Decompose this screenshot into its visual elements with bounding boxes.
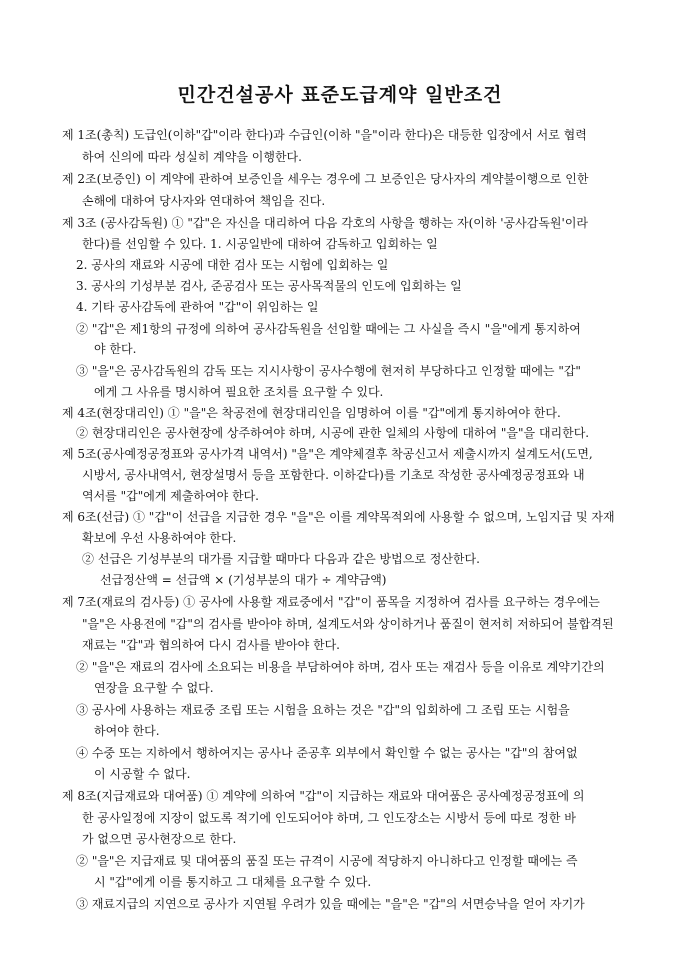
text-line: 에게 그 사유를 명시하여 필요한 조치를 요구할 수 있다. xyxy=(94,385,384,399)
text-line: 재료는 "갑"과 협의하여 다시 검사를 받아야 한다. xyxy=(82,638,340,652)
text-line: ③ 공사에 사용하는 재료중 조립 또는 시험을 요하는 것은 "갑"의 입회하에 그 조립 또는 시험을 xyxy=(76,703,570,717)
text-line: ③ "을"은 공사감독원의 감독 또는 지시사항이 공사수행에 현저히 부당하다고 인정할 때에는 "갑" xyxy=(76,364,581,378)
text-line: 하여야 한다. xyxy=(94,724,160,738)
text-line: "을"은 사용전에 "갑"의 검사를 받아야 하며, 설계도서와 상이하거나 품질이 현저히 저하되어 불합격된 xyxy=(82,617,614,631)
text-line: 제 3조 (공사감독원) ① "갑"은 자신을 대리하여 다음 각호의 사항을 행하는 자(이하 '공사감독원'이라 xyxy=(62,216,588,230)
text-line: 3. 공사의 기성부분 검사, 준공검사 또는 공사목적물의 인도에 입회하는 일 xyxy=(76,279,462,293)
text-line: ④ 수중 또는 지하에서 행하여지는 공사나 준공후 외부에서 확인할 수 없는 공사는 "갑"의 참여없 xyxy=(76,746,578,760)
text-line: 선급정산액 = 선급액 × (기성부분의 대가 ÷ 계약금액) xyxy=(100,573,387,587)
text-line: 하여 신의에 따라 성실히 계약을 이행한다. xyxy=(82,150,302,164)
text-line: 확보에 우선 사용하여야 한다. xyxy=(82,531,237,545)
text-line: 제 2조(보증인) 이 계약에 관하여 보증인을 세우는 경우에 그 보증인은 당사자의 계약불이행으로 인한 xyxy=(62,172,589,186)
text-line: 한 공사일정에 지장이 없도록 적기에 인도되어야 하며, 그 인도장소는 시방서 등에 따로 정한 바 xyxy=(82,811,576,825)
text-line: 제 8조(지급재료와 대여품) ① 계약에 의하여 "갑"이 지급하는 재료와 대여품은 공사예정공정표에 의 xyxy=(62,789,585,803)
text-line: 제 1조(총칙) 도급인(이하"갑"이라 한다)과 수급인(이하 "을"이라 한다)은 대등한 입장에서 서로 협력 xyxy=(62,128,587,142)
text-line: 한다)를 선임할 수 있다. 1. 시공일반에 대하여 감독하고 입회하는 일 xyxy=(82,237,438,251)
text-line: ② 선급은 기성부분의 대가를 지급할 때마다 다음과 같은 방법으로 정산한다. xyxy=(82,552,480,566)
text-line: 가 없으면 공사현장으로 한다. xyxy=(82,832,237,846)
text-line: ② "갑"은 제1항의 규정에 의하여 공사감독원을 선임할 때에는 그 사실을 즉시 "을"에게 통지하여 xyxy=(76,322,581,336)
text-line: 2. 공사의 재료와 시공에 대한 검사 또는 시험에 입회하는 일 xyxy=(76,258,389,272)
text-line: 4. 기타 공사감독에 관하여 "갑"이 위임하는 일 xyxy=(76,300,319,314)
text-line: 역서를 "갑"에게 제출하여야 한다. xyxy=(82,489,259,503)
text-line: 손해에 대하여 당사자와 연대하여 책임을 진다. xyxy=(82,194,326,208)
text-line: 제 6조(선급) ① "갑"이 선급을 지급한 경우 "을"은 이를 계약목적외에 사용할 수 없으며, 노임지급 및 자재 xyxy=(62,510,615,524)
text-line: 제 7조(재료의 검사등) ① 공사에 사용할 재료중에서 "갑"이 품목을 지정하여 검사를 요구하는 경우에는 xyxy=(62,595,600,609)
text-line: 이 시공할 수 없다. xyxy=(94,767,191,781)
text-line: ② "을"은 재료의 검사에 소요되는 비용을 부담하여야 하며, 검사 또는 재검사 등을 이유로 계약기간의 xyxy=(76,660,605,674)
text-line: 제 5조(공사예정공정표와 공사가격 내역서) "을"은 계약체결후 착공신고서 제출시까지 설계도서(도면, xyxy=(62,447,593,461)
text-line: 시 "갑"에게 이를 통지하고 그 대체를 요구할 수 있다. xyxy=(94,875,372,889)
text-line: ③ 재료지급의 지연으로 공사가 지연될 우려가 있을 때에는 "을"은 "갑"의 서면승낙을 얻어 자기가 xyxy=(76,897,585,911)
document-title: 민간건설공사 표준도급계약 일반조건 xyxy=(177,84,503,106)
text-line: 연장을 요구할 수 없다. xyxy=(94,681,214,695)
text-line: 제 4조(현장대리인) ① "을"은 착공전에 현장대리인을 임명하여 이를 "갑"에게 통지하여야 한다. xyxy=(62,406,561,420)
text-line: 시방서, 공사내역서, 현장설명서 등을 포함한다. 이하같다)를 기초로 작성한 공사예정공정표와 내 xyxy=(82,468,585,482)
text-line: 야 한다. xyxy=(94,342,137,356)
text-line: ② 현장대리인은 공사현장에 상주하여야 하며, 시공에 관한 일체의 사항에 대하여 "을"을 대리한다. xyxy=(76,426,590,440)
text-line: ② "을"은 지급재료 및 대여품의 품질 또는 규격이 시공에 적당하지 아니하다고 인정할 때에는 즉 xyxy=(76,854,578,868)
